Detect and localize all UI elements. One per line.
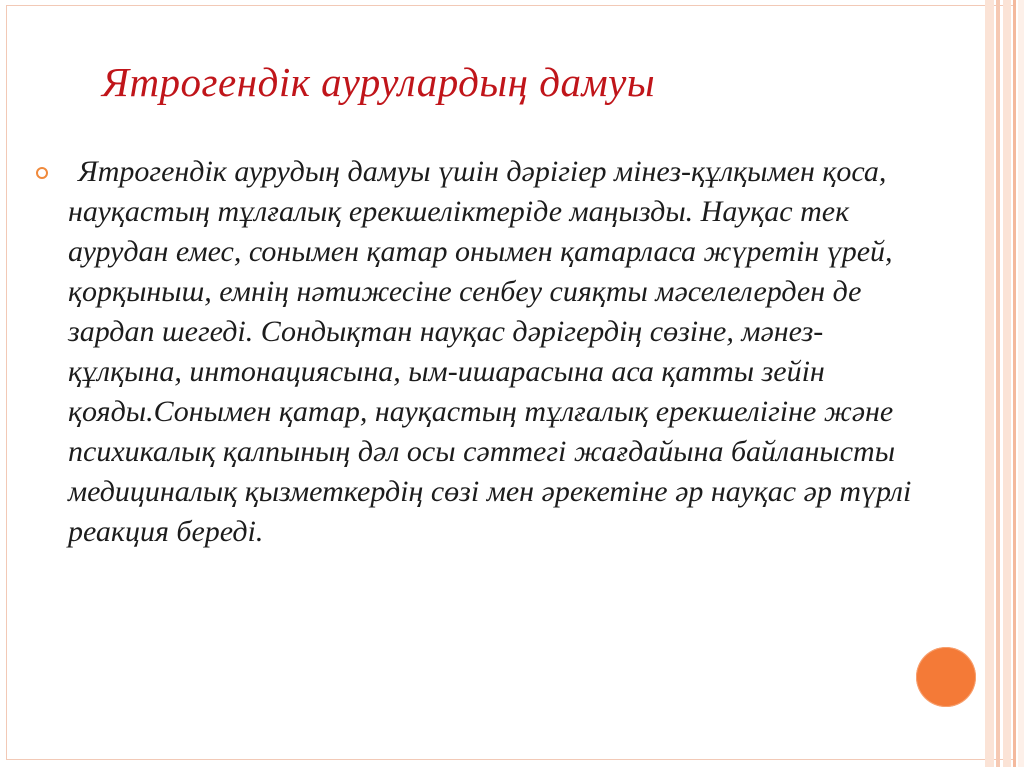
slide-content	[36, 152, 936, 552]
slide-title: Ятрогендік аурулардың дамуы	[102, 59, 656, 105]
bullet-item	[36, 152, 936, 552]
decorative-stripe	[1018, 0, 1024, 767]
decorative-stripe	[1003, 0, 1011, 767]
ring-bullet-icon	[36, 167, 48, 179]
orange-circle-icon	[916, 647, 976, 707]
decorative-stripe	[996, 0, 1000, 767]
bullet-text: Ятрогендік аурудың дамуы үшін дәрігіер мінез-құлқымен қоса, науқастың тұлғалық ерекшеліктеріде маңызды. Науқас тек аурудан емес, сонымен қатар онымен қатарласа жүретін үрей, қорқыныш, емнің нәтижесіне сенбеу сияқты мәселелерден де зардап шегеді. Сондықтан науқас дәрігердің сөзіне, мәнез-құлқына, интонациясына, ым-ишарасына аса қатты зейін қояды.Сонымен қатар, науқастың тұлғалық ерекшелігіне және психикалық қалпының дәл осы сәттегі жағдайына байланысты медициналық қызметкердің сөзі мен әрекетіне әр науқас әр түрлі реакция береді.	[68, 155, 912, 548]
decorative-stripe	[985, 0, 994, 767]
decorative-stripe	[1013, 0, 1016, 767]
